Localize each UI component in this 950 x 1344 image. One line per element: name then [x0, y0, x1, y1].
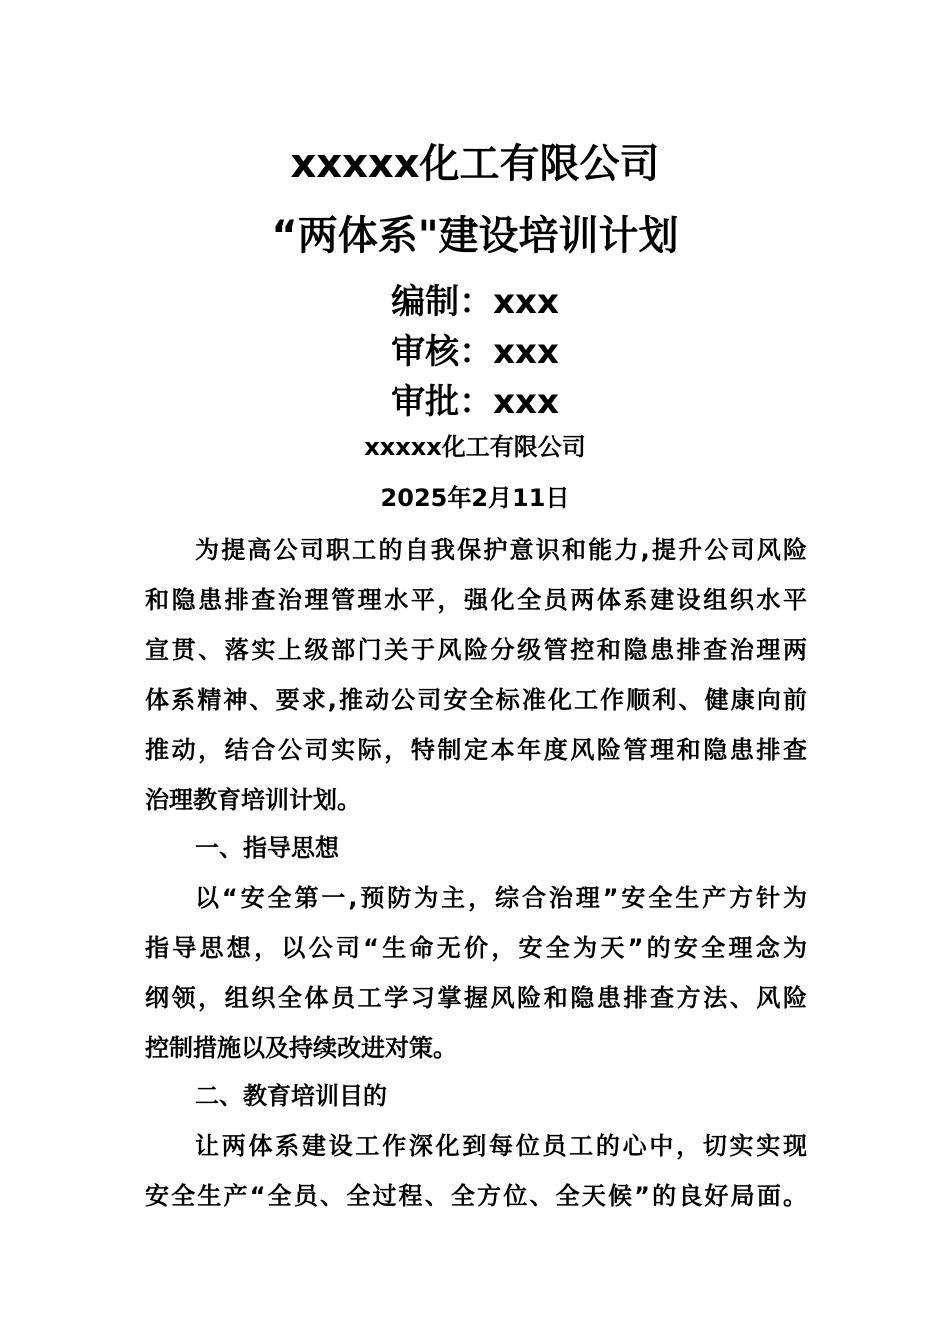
compiled-by-line: 编制：xxx [391, 282, 559, 322]
reviewed-by-line: 审核：xxx [391, 332, 559, 372]
section1-line: 纲领，组织全体员工学习掌握风险和隐患排查方法、风险 [145, 984, 807, 1012]
intro-line: 治理教育培训计划。 [145, 786, 361, 814]
intro-line: 为提高公司职工的自我保护意识和能力,提升公司风险 [195, 536, 807, 564]
company-name: xxxxx化工有限公司 [364, 433, 586, 461]
section1-line: 控制措施以及持续改进对策。 [145, 1034, 457, 1062]
section2-line: 让两体系建设工作深化到每位员工的心中，切实实现 [195, 1132, 807, 1160]
section1-line: 以“安全第一,预防为主，综合治理”安全生产方针为 [195, 884, 807, 912]
intro-line: 宣贯、落实上级部门关于风险分级管控和隐患排查治理两 [145, 636, 807, 664]
document-date: 2025年2月11日 [380, 484, 570, 512]
section-heading: 二、教育培训目的 [195, 1082, 387, 1110]
intro-line: 推动，结合公司实际，特制定本年度风险管理和隐患排查 [145, 736, 807, 764]
approved-by-line: 审批：xxx [391, 382, 559, 422]
document-title: xxxxx化工有限公司 [290, 141, 660, 187]
document-subtitle: “两体系"建设培训计划 [271, 213, 679, 259]
section1-line: 指导思想，以公司“生命无价，安全为天”的安全理念为 [145, 934, 807, 962]
intro-line: 体系精神、要求,推动公司安全标准化工作顺利、健康向前 [145, 686, 807, 714]
intro-line: 和隐患排查治理管理水平，强化全员两体系建设组织水平 [145, 586, 807, 614]
section-heading: 一、指导思想 [195, 834, 339, 862]
section2-line: 安全生产“全员、全过程、全方位、全天候”的良好局面。 [145, 1182, 807, 1210]
